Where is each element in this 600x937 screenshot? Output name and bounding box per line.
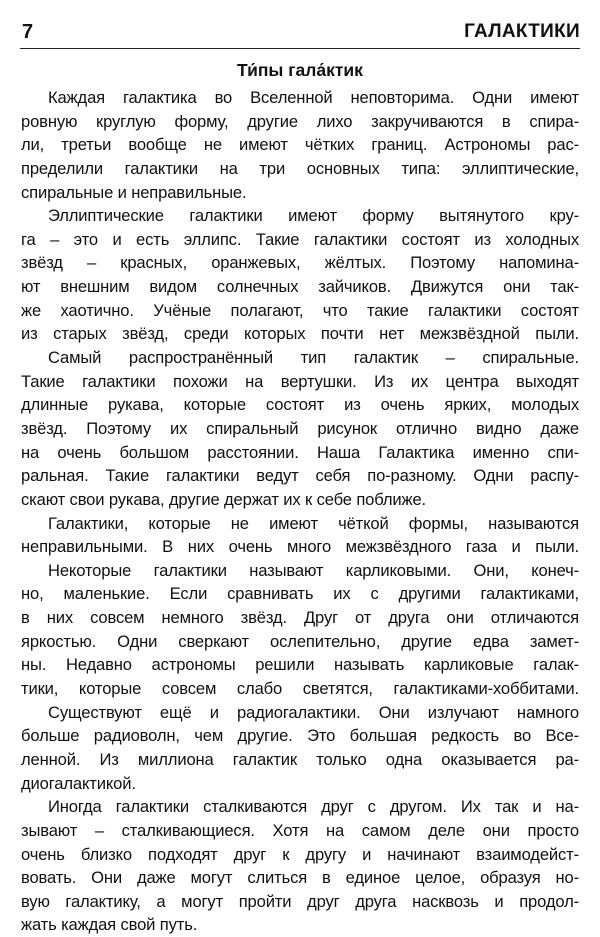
text-line: скают свои рукава, другие держат их к себе поближе. <box>21 489 426 509</box>
text-line: но, маленькие. Если сравнивать их с другими галактиками, <box>21 584 579 604</box>
text-line: ральная. Такие галактики ведут себя по-разному. Одни распу- <box>21 466 579 486</box>
text-line: зывают – сталкивающиеся. Хотя на самом деле они просто <box>21 820 579 840</box>
text-line: диогалактикой. <box>21 773 136 793</box>
text-line: неправильными. В них очень много межзвёздного газа и пыли. <box>21 537 579 557</box>
text-line: ны. Недавно астрономы решили называть карликовые галак- <box>21 655 579 675</box>
page-number: 7 <box>22 21 34 43</box>
paragraph-spiral <box>21 346 579 511</box>
text-line: же хаотично. Учёные полагают, что такие галактики состоят <box>21 300 579 320</box>
text-line: Каждая галактика во Вселенной неповторима. Одни имеют <box>48 88 579 107</box>
paragraph-elliptical <box>21 204 579 346</box>
text-line: га – это и есть эллипс. Такие галактики состоят из холодных <box>21 229 579 249</box>
text-line: из старых звёзд, среди которых почти нет межзвёздной пыли. <box>21 324 579 344</box>
text-line: очень близко подходят друг к другу и начинают взаимодейст- <box>21 844 579 864</box>
running-title: ГАЛАКТИКИ <box>464 21 580 42</box>
page-header <box>20 18 580 49</box>
text-line: Эллиптические галактики имеют форму вытянутого кру- <box>48 206 579 226</box>
paragraph-colliding <box>21 795 579 937</box>
section-title: Ти́пы гала́ктик <box>237 60 363 80</box>
text-line: Некоторые галактики называют карликовыми. Они, конеч- <box>48 560 579 580</box>
text-line: ют внешним видом солнечных зайчиков. Движутся они так- <box>21 277 579 297</box>
text-line: звёзд. Поэтому их спиральный рисунок отлично видно даже <box>21 418 579 438</box>
text-line: ленной. Из миллиона галактик только одна оказывается ра- <box>21 749 579 769</box>
text-line: звёзд – красных, оранжевых, жёлтых. Поэтому напомина- <box>21 253 579 273</box>
text-line: яркостью. Одни сверкают ослепительно, другие едва замет- <box>21 631 579 651</box>
text-line: ровную круглую форму, другие лихо закручиваются в спира- <box>21 111 579 131</box>
text-line: вую галактику, а могут пройти друг друга насквозь и продол- <box>21 891 579 911</box>
text-line: тики, которые совсем слабо светятся, галактиками-хоббитами. <box>21 679 579 699</box>
body-text <box>21 86 579 937</box>
text-line: Такие галактики похожи на вертушки. Из их центра выходят <box>21 371 579 391</box>
text-line: больше радиоволн, чем другие. Это большая редкость во Все- <box>21 726 579 746</box>
text-line: Галактики, которые не имеют чёткой формы, называются <box>48 513 579 533</box>
text-line: спиральные и неправильные. <box>21 182 247 202</box>
text-line: вовать. Они даже могут слиться в единое целое, образуя но- <box>21 868 579 888</box>
paragraph-irregular <box>21 512 579 559</box>
text-line: Самый распространённый тип галактик – спиральные. <box>48 348 579 368</box>
paragraph-galaxy-uniqueness <box>21 86 579 204</box>
text-line: длинные рукава, которые состоят из очень ярких, молодых <box>21 395 579 415</box>
paragraph-dwarf <box>21 559 579 701</box>
paragraph-radio <box>21 701 579 796</box>
text-line: на очень большом расстоянии. Наша Галактика именно спи- <box>21 442 579 462</box>
text-line: пределили галактики на три основных типа: эллиптические, <box>21 158 579 178</box>
text-line: Иногда галактики сталкиваются друг с другом. Их так и на- <box>48 797 579 817</box>
text-line: в них совсем немного звёзд. Друг от друга они отличаются <box>21 608 579 628</box>
text-line: жать каждая свой путь. <box>21 915 198 935</box>
text-line: Существуют ещё и радиогалактики. Они излучают намного <box>48 702 579 722</box>
text-line: ли, третьи вообще не имеют чётких границ. Астрономы рас- <box>21 135 579 155</box>
